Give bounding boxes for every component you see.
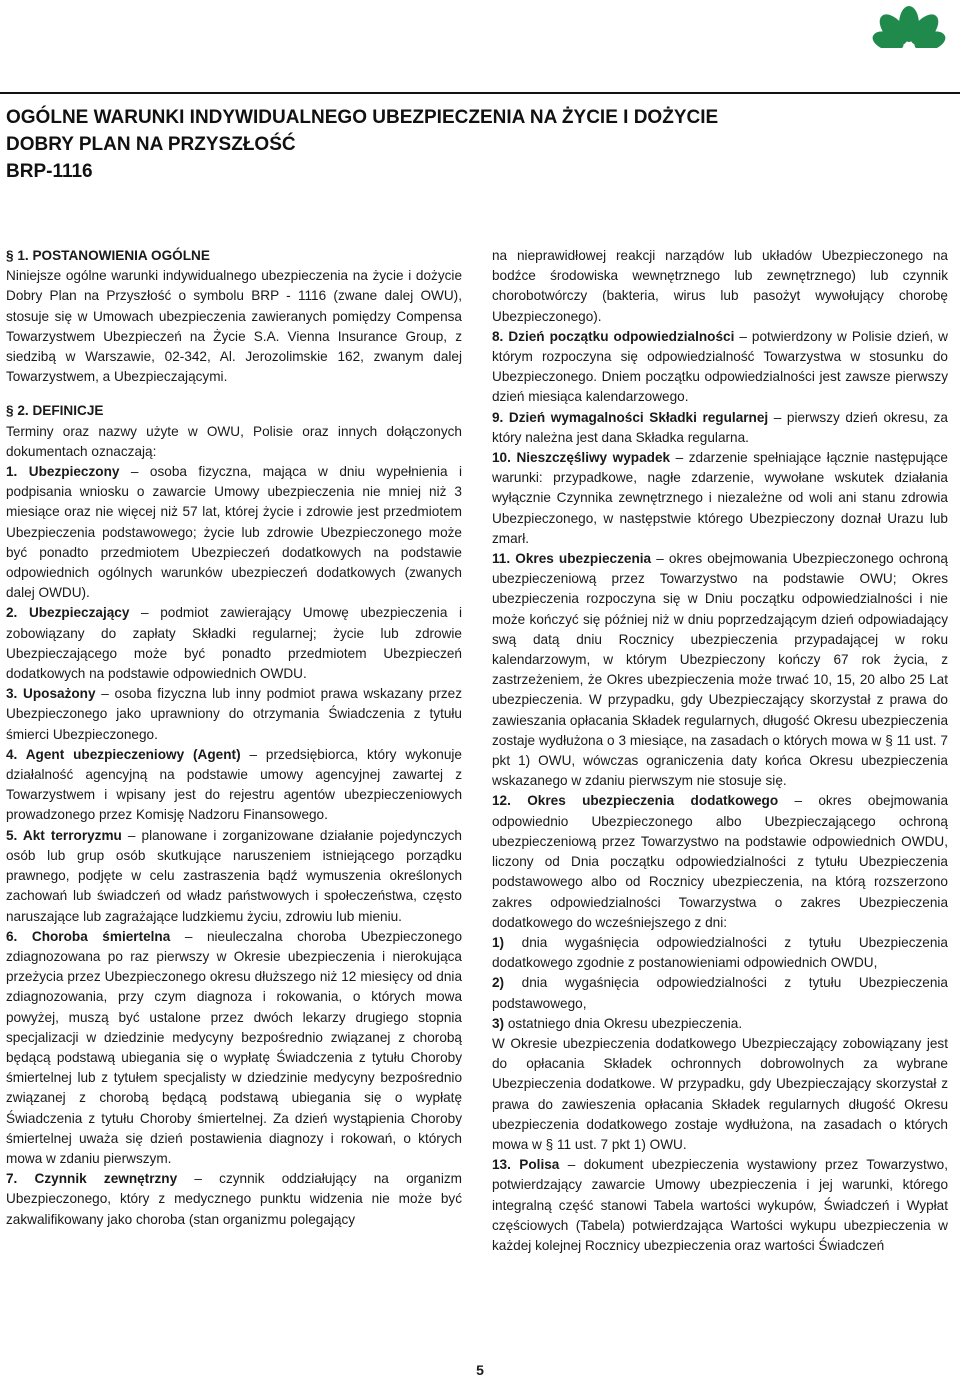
- definition-2: [6, 603, 462, 684]
- section-2-heading: § 2. DEFINICJE: [6, 403, 104, 419]
- sub-item-text: ostatniego dnia Okresu ubezpieczenia.: [504, 1015, 743, 1031]
- definition-text: – nieuleczalna choroba Ubezpieczonego zdiagnozowana po raz pierwszy w Okresie ubezpieczenia i nierokująca przeżycia przez Ubezpieczonego okresu dłuższego niż 12 miesięcy od dnia zdiagnozowania, przy czym diagnoza i rokowania, o których mowa powyżej, muszą być ustalone przez dwóch lekarzy drugiego stopnia specjalizacji w dziedzinie medycyny bezpośrednio związanej z chorobą będącą podstawą ubiegania się o wypłatę Świadczenia z tytułu Choroby śmiertelnej lub z tytułem specjalisty w dziedzinie medycyny bezpośrednio związanej z chorobą będącą podstawą ubiegania się o wypłatę Świadczenia z tytułu Choroby śmiertelnej. Za dzień wystąpienia Choroby śmiertelnej uważa się dzień postawienia diagnozy i rokowań, o których mowa w zdaniu pierwszym.: [6, 928, 463, 1166]
- sub-item-term: 3): [492, 1015, 505, 1031]
- definition-text: – planowane i zorganizowane działanie pojedynczych osób lub grup osób skutkujące naruszeniem istniejącego porządku prawnego, podjęte w celu zastraszenia bądź wymuszenia określonych zachowań lub świadczeń od władz państwowych i społeczeństwa, często naruszające lub zagrażające ludzkiemu życiu, zdrowiu lub mieniu.: [6, 827, 462, 924]
- definition-term: 2. Ubezpieczający: [6, 605, 130, 621]
- right-column: [492, 246, 948, 1256]
- title-line-1: OGÓLNE WARUNKI INDYWIDUALNEGO UBEZPIECZENIA NA ŻYCIE I DOŻYCIE: [6, 107, 719, 128]
- definition-term: 8. Dzień początku odpowiedzialności: [492, 328, 735, 344]
- definition-term: 7. Czynnik zewnętrzny: [6, 1171, 178, 1187]
- definition-text: – zdarzenie spełniające łącznie następujące warunki: przypadkowe, nagłe zdarzenie, wywołane wskutek działania wyłącznie Czynnika zewnętrznego i niezależne od woli ani stanu zdrowia Ubezpieczonego, w następstwie którego Ubezpieczony doznał Urazu lub zmarł.: [492, 450, 948, 546]
- section-2-intro: Terminy oraz nazwy użyte w OWU, Polisie oraz innych dołączonych dokumentach oznaczają:: [6, 423, 462, 459]
- definition-10: [492, 448, 948, 549]
- definition-term: 9. Dzień wymagalności Składki regularnej: [492, 409, 769, 425]
- definition-8: [492, 327, 948, 408]
- definition-term: 11. Okres ubezpieczenia: [492, 551, 652, 567]
- definition-1: [6, 462, 462, 603]
- definition-12: [492, 791, 948, 932]
- definition-term: 1. Ubezpieczony: [6, 464, 120, 480]
- left-column: [6, 246, 462, 1230]
- definition-term: 10. Nieszczęśliwy wypadek: [492, 450, 671, 466]
- section-1-text: Niniejsze ogólne warunki indywidualnego ubezpieczenia na życie i dożycie Dobry Plan na Przyszłość o symbolu BRP - 1116 (zwane dalej OWU), stosuje się w Umowach ubezpieczenia zawieranych pomiędzy Compensa Towarzystwem Ubezpieczeń na Życie S.A. Vienna Insurance Group, z siedzibą w Warszawie, 02-342, Al. Jerozolimskie 162, zwanym dalej Towarzystwem, a Ubezpieczającymi.: [6, 268, 462, 385]
- definition-text: – podmiot zawierający Umowę ubezpieczenia i zobowiązany do zapłaty Składki regularnej; życie lub zdrowie Ubezpieczającego może być ponadto przedmiotem Ubezpieczeń dodatkowych na podstawie odpowiednich OWDU.: [6, 605, 463, 682]
- definition-7: [6, 1169, 462, 1230]
- page-number: 5: [476, 1362, 484, 1378]
- definition-text: – okres obejmowania odpowiednio Ubezpieczonego albo Ubezpieczającego ochroną ubezpieczeniową przez Towarzystwo na podstawie odpowiednich OWDU, liczony od Dnia początku odpowiedzialności z tytułu Ubezpieczenia podstawowego albo od Rocznicy ubezpieczenia, na którą rozszerzono zakres odpowiedzialności Towarzystwa o zakres Ubezpieczenia dodatkowego do wcześniejszego z dni:: [492, 793, 948, 930]
- definition-term: 4. Agent ubezpieczeniowy (Agent): [6, 746, 241, 762]
- definition-7-continued: na nieprawidłowej reakcji narządów lub układów Ubezpieczonego na bodźce środowiska wewnętrznego lub zewnętrznego) lub czynnik chorobotwórczy (bakteria, wirus lub pasożyt wywołujący chorobę Ubezpieczonego).: [492, 248, 948, 324]
- definition-text: – czynnik oddziałujący na organizm Ubezpieczonego, który z medycznego punktu widzenia nie może być zakwalifikowany jako choroba (stan organizmu polegający: [6, 1171, 462, 1227]
- section-1-heading: § 1. POSTANOWIENIA OGÓLNE: [6, 248, 210, 263]
- definition-9: [492, 408, 948, 448]
- definition-4: [6, 745, 462, 826]
- company-logo-icon: [862, 4, 956, 52]
- definition-term: 5. Akt terroryzmu: [6, 827, 122, 843]
- definition-13: [492, 1155, 948, 1256]
- definition-6: [6, 927, 462, 1169]
- definition-11: [492, 549, 948, 791]
- sub-item-1: [492, 933, 948, 973]
- definition-term: 6. Choroba śmiertelna: [6, 928, 171, 944]
- sub-item-term: 2): [492, 975, 505, 991]
- definition-text: – okres obejmowania Ubezpieczonego ochroną ubezpieczeniową przez Towarzystwo na podstawie OWU; Okres ubezpieczenia rozpoczyna się w Dniu początku odpowiedzialności i nie może kończyć się później niż w dniu poprzedzającym dzień odpowiadający swą datą dniu Rocznicy ubezpieczenia przypadającej w roku kalendarzowym, w którym Ubezpieczony kończy 67 rok życia, z zastrzeżeniem, że Okres ubezpieczenia może trwać 10, 15, 20 albo 25 Lat ubezpieczenia. W przypadku, gdy Ubezpieczający skorzystał z prawa do zawieszania opłacania Składek regularnych, długość Okresu ubezpieczenia zostaje wydłużona o 3 miesiące, na zasadach o których mowa w § 11 ust. 7 pkt 1) OWU, wówczas ograniczenia daty końca Okresu ubezpieczenia wskazanego w zdaniu pierwszym nie stosuje się.: [492, 551, 948, 789]
- title-line-3: BRP-1116: [6, 161, 93, 182]
- title-line-2: DOBRY PLAN NA PRZYSZŁOŚĆ: [6, 134, 296, 155]
- definition-term: 12. Okres ubezpieczenia dodatkowego: [492, 793, 779, 809]
- sub-item-2: [492, 973, 948, 1013]
- sub-item-text: dnia wygaśnięcia odpowiedzialności z tytułu Ubezpieczenia podstawowego,: [492, 975, 948, 1011]
- document-title: [6, 104, 906, 185]
- header-rule: [0, 92, 960, 94]
- sub-item-term: 1): [492, 934, 505, 950]
- definition-term: 13. Polisa: [492, 1157, 560, 1173]
- definition-text: – pierwszy dzień okresu, za który należna jest dana Składka regularna.: [492, 409, 948, 445]
- definition-12-paragraph: W Okresie ubezpieczenia dodatkowego Ubezpieczający zobowiązany jest do opłacania Składek ochronnych dobrowolnych za wybrane Ubezpieczenia dodatkowe. W przypadku, gdy Ubezpieczający skorzystał z prawa do zawieszenia opłacania Składek regularnych długość Okresu ubezpieczenia dodatkowego zostaje wydłużona, na zasadach o których mowa w § 11 ust. 7 pkt 1) OWU.: [492, 1035, 948, 1152]
- definition-5: [6, 826, 462, 927]
- definition-text: – osoba fizyczna lub inny podmiot prawa wskazany przez Ubezpieczonego jako uprawniony do otrzymania Świadczenia z tytułu śmierci Ubezpieczonego.: [6, 686, 462, 742]
- definition-term: 3. Uposażony: [6, 686, 96, 702]
- definition-3: [6, 684, 462, 745]
- definition-text: – osoba fizyczna, mająca w dniu wypełnienia i podpisania wniosku o zawarcie Umowy ubezpieczenia nie mniej niż 3 miesiące oraz nie więcej niż 57 lat, której życie i zdrowie jest przedmiotem Ubezpieczenia podstawowego; życie lub zdrowie Ubezpieczonego może być ponadto przedmiotem Ubezpieczeń dodatkowych na podstawie odpowiednich ogólnych warunków ubezpieczeń dodatkowych (zwanych dalej OWDU).: [6, 464, 462, 601]
- definition-text: – dokument ubezpieczenia wystawiony przez Towarzystwo, potwierdzający zawarcie Umowy ubezpieczenia i jej warunki, którego integralną część stanowi Tabela wartości wykupów, Świadczeń i Wypłat częściowych (Tabela) potwierdzająca Wartości wykupu ubezpieczenia w każdej kolejnej Rocznicy ubezpieczenia oraz wartości Świadczeń: [492, 1157, 948, 1253]
- definition-text: – potwierdzony w Polisie dzień, w którym rozpoczyna się odpowiedzialność Towarzystwa w stosunku do Ubezpieczonego. Dniem początku odpowiedzialności jest zawsze pierwszy dzień miesiąca kalendarzowego.: [492, 328, 948, 405]
- sub-item-text: dnia wygaśnięcia odpowiedzialności z tytułu Ubezpieczenia dodatkowego zgodnie z postanowieniami odpowiednich OWDU,: [492, 934, 948, 971]
- definition-text: – przedsiębiorca, który wykonuje działalność agencyjną na podstawie umowy agencyjnej zawartej z Towarzystwem i wpisany jest do rejestru agentów ubezpieczeniowych prowadzonego przez Komisję Nadzoru Finansowego.: [6, 746, 462, 823]
- sub-item-3: [492, 1014, 948, 1034]
